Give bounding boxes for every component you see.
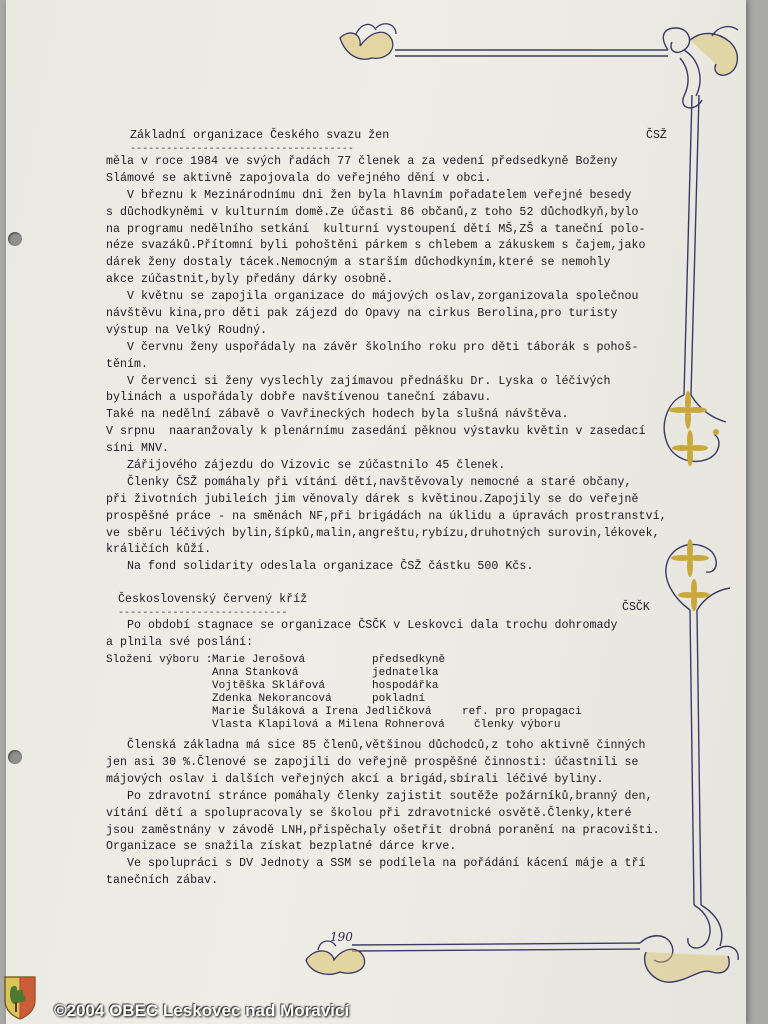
text-line: akce zúčastnit,byly předány dárky osobně.: [106, 273, 394, 287]
committee-row: [106, 706, 646, 719]
text-line: Členská základna má sice 85 členů,většinou důchodců,z toho aktivně činných: [106, 739, 646, 753]
section-abbreviation: ČSŽ: [646, 129, 667, 142]
section2-paragraphs: [106, 738, 660, 890]
text-line: těním.: [106, 357, 149, 371]
committee-role: jednatelka: [372, 667, 439, 680]
committee-row: [106, 719, 646, 732]
section-abbreviation: ČSČK: [622, 601, 650, 615]
coat-of-arms-icon: [2, 974, 38, 1020]
text-line: síni MNV.: [106, 442, 170, 456]
section-header-csz: [106, 128, 667, 145]
text-line: Členky ČSŽ pomáhaly při vítání dětí,navštěvovaly nemocné a staré občany,: [106, 475, 632, 489]
text-line: V červenci si ženy vyslechly zajímavou přednášku Dr. Lyska o léčivých: [106, 374, 611, 388]
text-line: s důchodkyněmi v kulturním domě.Ze účasti 86 občanů,z toho 52 důchodkyň,bylo: [106, 205, 639, 219]
text-line: V březnu k Mezinárodnímu dni žen byla hlavním pořadatelem veřejné besedy: [106, 188, 632, 202]
committee-member: Vojtěška Sklářová: [212, 680, 326, 693]
text-line: na programu nedělního setkání kulturní vystoupení dětí MŠ,ZŠ a taneční polo-: [106, 222, 646, 236]
text-line: Zářijového zájezdu do Vizovic se zúčastnilo 45 členek.: [106, 459, 506, 473]
text-line: dárek ženy dostaly tácek.Nemocným a starším důchodkyním,které se nemohly: [106, 256, 611, 270]
text-line: návštěvu kina,pro děti pak zájezd do Opavy na cirkus Berolina,pro turisty: [106, 307, 618, 321]
text-line: V červnu ženy uspořádaly na závěr školního roku pro děti táborák s pohoš-: [106, 340, 639, 354]
committee-label: [106, 667, 212, 680]
text-line: Slámové se aktivně zapojovala do veřejného dění v obci.: [106, 171, 492, 185]
committee-row: [106, 654, 646, 667]
committee-row: [106, 680, 646, 693]
text-line: měla v roce 1984 ve svých řadách 77 členek a za vedení předsedkyně Boženy: [106, 155, 618, 168]
committee-member: Marie Šuláková a Irena Jedličková: [212, 706, 432, 719]
text-line: vítání dětí a spolupracovaly se školou při zdravotnické osvětě.Členky,které: [106, 806, 632, 820]
text-line: V květnu se zapojila organizace do májových oslav,zorganizovala společnou: [106, 290, 639, 304]
text-line: Po období stagnace se organizace ČSČK v Leskovci dala trochu dohromady: [106, 619, 618, 633]
binder-hole: [8, 232, 22, 246]
committee-list: [106, 654, 646, 732]
section-header-csck: [106, 592, 650, 615]
committee-member: Anna Stanková: [212, 667, 299, 680]
text-line: ve sběru léčivých bylin,šípků,malin,angreštu,rybízu,druhotných surovin,lékovek,: [106, 526, 660, 540]
text-line: a plnila své poslání:: [106, 636, 254, 650]
section1-paragraphs: [106, 154, 667, 576]
text-line: výstup na Velký Roudný.: [106, 323, 268, 337]
committee-member: Vlasta Klapilová a Milena Rohnerová: [212, 719, 445, 732]
text-line: králičích kůží.: [106, 543, 212, 557]
text-line: Po zdravotní stránce pomáhaly členky zajistit soutěže požárníků,branný den,: [106, 789, 653, 803]
committee-label: [106, 706, 212, 719]
committee-role: předsedkyně: [372, 654, 446, 667]
committee-role: pokladní: [372, 693, 426, 706]
typed-text-block: [106, 128, 667, 890]
text-line: néze svazáků.Přítomní byli pohoštěni párkem s chlebem a zákuskem s čajem,jako: [106, 239, 646, 253]
committee-row: [106, 693, 646, 706]
committee-label: Složení výboru :: [106, 654, 213, 667]
text-line: jen asi 30 %.Členové se zapojili do veřejně prospěšné činnosti: účastnili se: [106, 755, 639, 769]
section2-intro: [106, 618, 646, 652]
committee-role: ref. pro propagaci: [462, 706, 582, 719]
committee-member: Zdenka Nekorancová: [212, 693, 332, 706]
text-line: V srpnu naaranžovaly k plenárnímu zasedání pěknou výstavku květin v zasedací: [106, 425, 646, 439]
committee-row: [106, 667, 646, 680]
binder-hole: [8, 750, 22, 764]
committee-label: [106, 719, 212, 732]
text-line: májových oslav i dalších veřejných akcí a brigád,sbírali léčivé byliny.: [106, 772, 604, 786]
section-title: Československý červený kříž: [118, 593, 308, 607]
page-number: 190: [330, 930, 353, 944]
committee-role: členky výboru: [474, 719, 561, 732]
text-line: Na fond solidarity odeslala organizace ČSŽ částku 500 Kčs.: [106, 560, 534, 574]
text-line: bylinách a uspořádaly dobře navštívenou taneční zábavu.: [106, 391, 492, 405]
committee-role: hospodářka: [372, 680, 439, 693]
text-line: Také na nedělní zábavě o Vavřineckých hodech byla slušná návštěva.: [106, 408, 569, 422]
text-line: prospěšné práce - na směnách NF,při brigádách na úklidu a úpravách prostranství,: [106, 509, 667, 523]
heading-underline: -------------------------------------: [130, 144, 354, 155]
text-line: Ve spolupráci s DV Jednoty a SSM se podílela na pořádání kácení máje a tří: [106, 857, 646, 871]
heading-underline: ----------------------------: [118, 608, 288, 620]
section-title: Základní organizace Českého svazu žen: [130, 129, 390, 142]
committee-member: Marie Jerošová: [212, 654, 306, 667]
text-line: tanečních zábav.: [106, 874, 219, 888]
text-line: při životních jubileích jim věnovaly dárek s květinou.Zapojily se do veřejně: [106, 492, 639, 506]
committee-label: [106, 693, 212, 706]
text-line: jsou zaměstnány v závodě LNH,přispěchaly ošetřit drobná poranění na pracovišti.: [106, 823, 660, 837]
copyright-watermark: ©2004 OBEC Leskovec nad Moravicí: [54, 1001, 350, 1020]
committee-label: [106, 680, 212, 693]
text-line: Organizace se snažila získat bezplatné dárce krve.: [106, 840, 457, 854]
